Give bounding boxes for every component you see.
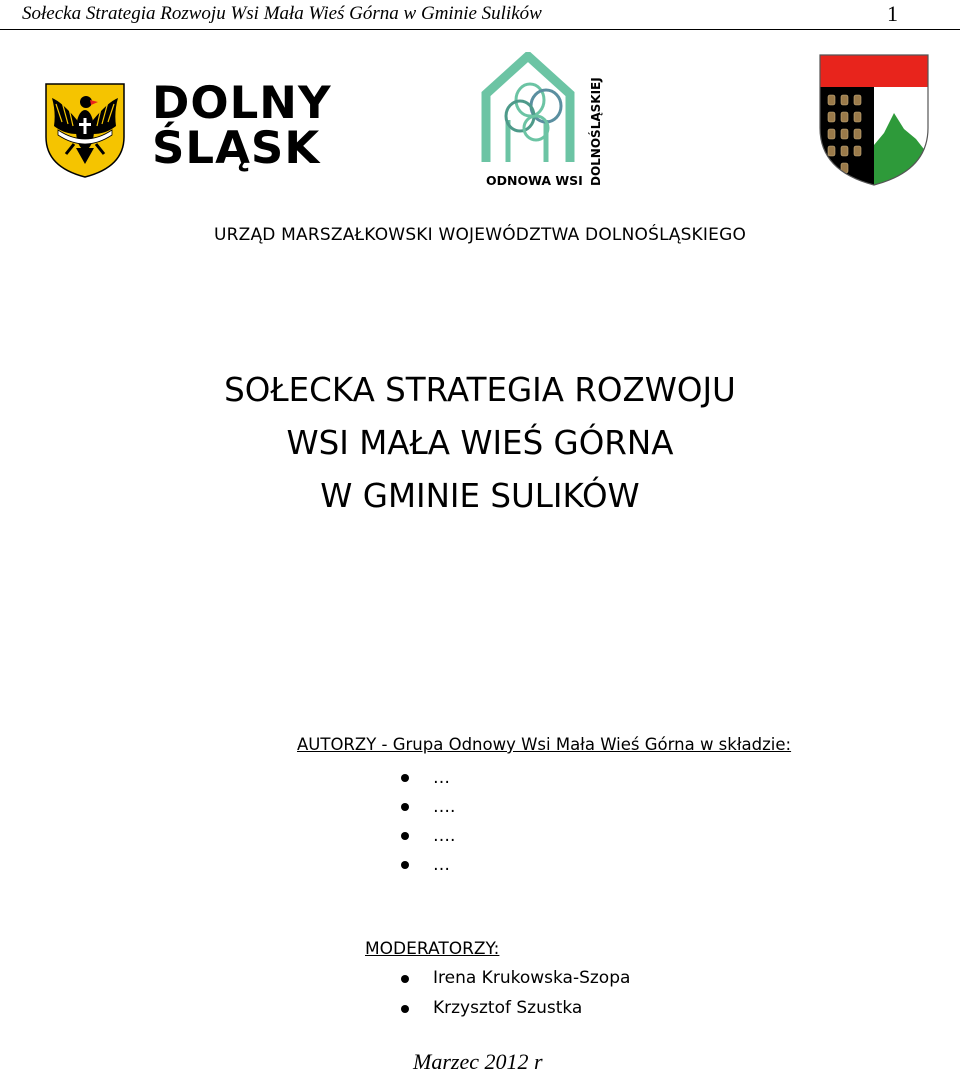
- bullet-dot: [401, 832, 409, 840]
- odnowa-vertical-text: DOLNOŚLĄSKIEJ: [589, 77, 603, 186]
- header-title: Sołecka Strategia Rozwoju Wsi Mała Wieś Górna w Gminie Sulików: [22, 3, 542, 24]
- author-item-text: ….: [433, 797, 456, 817]
- wordmark-line-1: DOLNY: [152, 77, 332, 129]
- bullet-dot: [401, 861, 409, 869]
- document-date: Marzec 2012 r: [413, 1049, 543, 1074]
- wordmark-line-2: ŚLĄSK: [152, 122, 321, 175]
- moderator-name: Krzysztof Szustka: [433, 998, 583, 1018]
- title-line-1: SOŁECKA STRATEGIA ROZWOJU: [224, 371, 736, 409]
- odnowa-wsi-logo: [478, 52, 608, 188]
- sulikow-coat-of-arms-logo: [818, 53, 930, 187]
- lower-silesia-coat-of-arms-logo: [44, 82, 126, 179]
- odnowa-text: ODNOWA WSI: [486, 173, 583, 188]
- document-title: [0, 364, 960, 523]
- running-header: [0, 0, 960, 30]
- author-item-text: …: [433, 768, 450, 788]
- page-number: 1: [887, 1, 898, 26]
- moderators-heading: MODERATORZY:: [365, 939, 500, 959]
- bullet-dot: [401, 803, 409, 811]
- bullet-dot: [401, 774, 409, 782]
- header-rule: [0, 29, 960, 30]
- moderator-name: Irena Krukowska-Szopa: [433, 968, 631, 988]
- dolny-slask-wordmark-logo: [152, 77, 332, 175]
- office-name: URZĄD MARSZAŁKOWSKI WOJEWÓDZTWA DOLNOŚLĄSKIEGO: [213, 225, 747, 245]
- authors-heading: AUTORZY - Grupa Odnowy Wsi Mała Wieś Górna w składzie:: [297, 735, 792, 754]
- title-line-2: WSI MAŁA WIEŚ GÓRNA: [286, 424, 674, 462]
- bullet-dot: [401, 1005, 409, 1013]
- title-line-3: W GMINIE SULIKÓW: [320, 477, 640, 515]
- bullet-dot: [401, 975, 409, 983]
- author-item-text: ….: [433, 826, 456, 846]
- author-item-text: …: [433, 855, 450, 875]
